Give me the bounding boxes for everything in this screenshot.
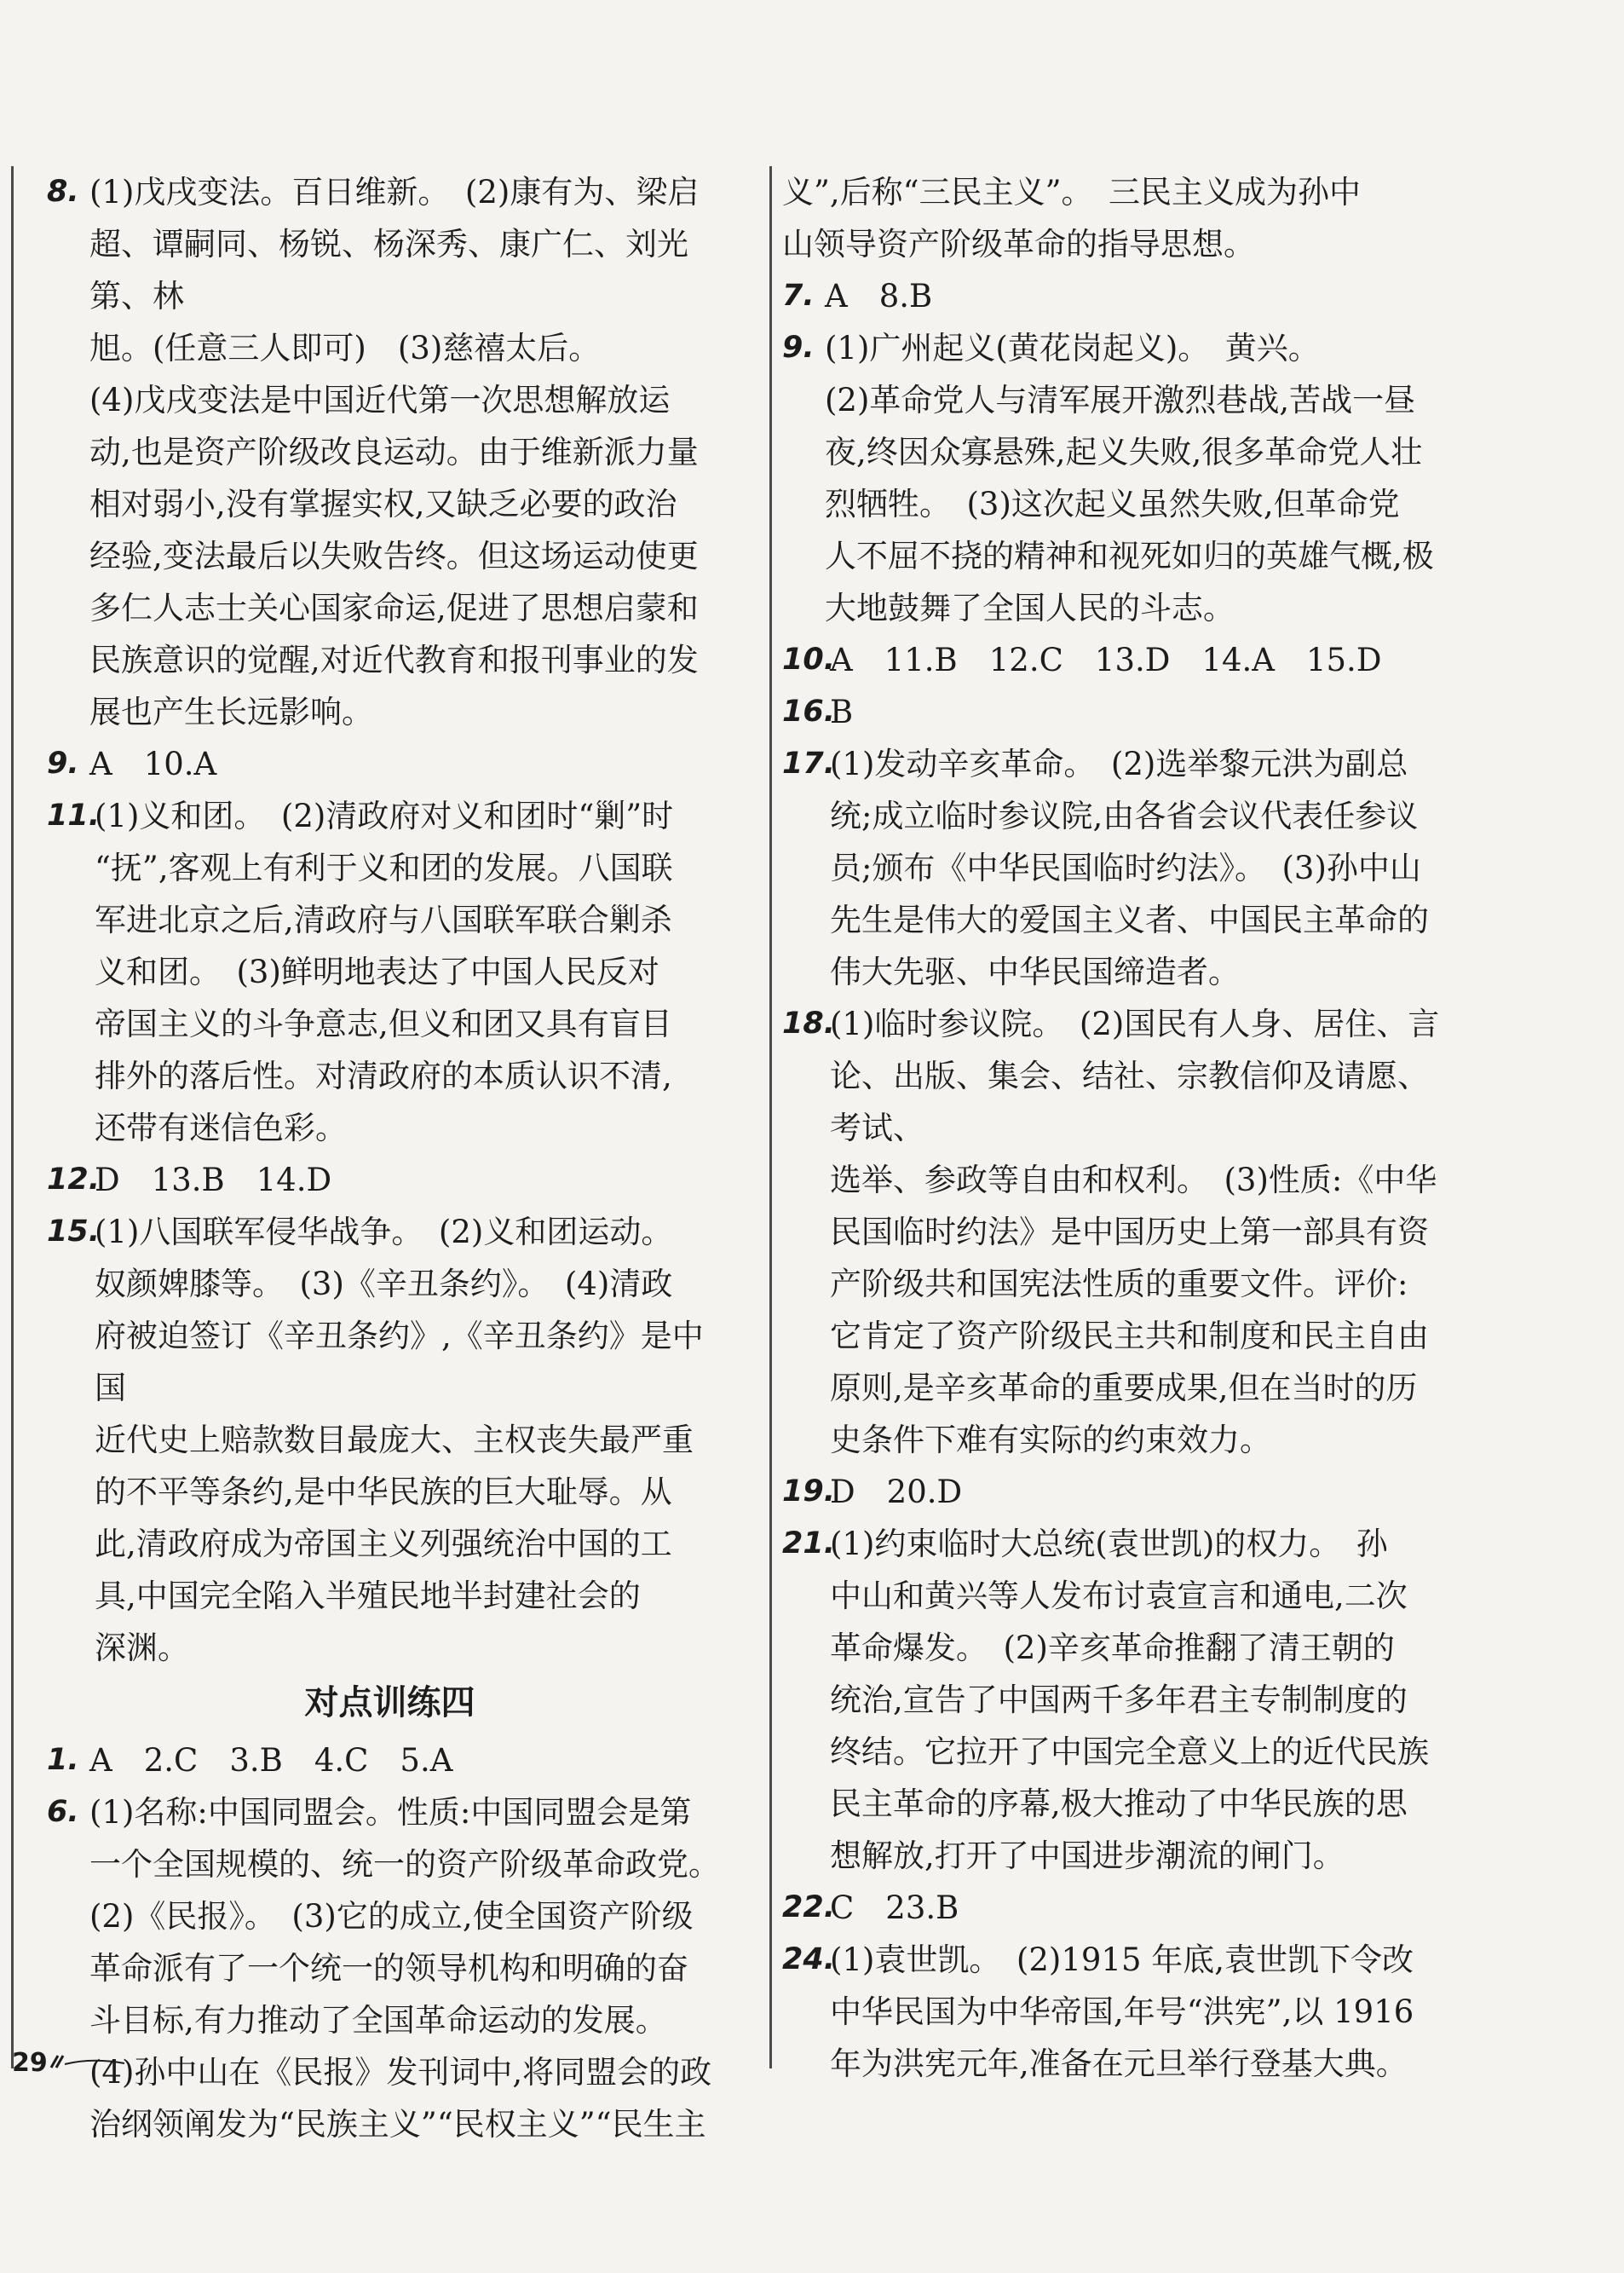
answer-line: 夜,终因众寡悬殊,起义失败,很多革命党人壮 — [825, 434, 1423, 470]
answer-line: 人不屈不挠的精神和视死如归的英雄气概,极 — [825, 538, 1434, 574]
answer-line: 斗目标,有力推动了全国革命运动的发展。 — [89, 2002, 667, 2039]
answer-line: 先生是伟大的爱国主义者、中国民主革命的 — [830, 902, 1429, 938]
answer-line: 员;颁布《中华民国临时约法》。 (3)孙中山 — [830, 850, 1421, 886]
answer-line: 革命派有了一个统一的领导机构和明确的奋 — [89, 1950, 688, 1987]
left-margin-rule — [11, 166, 14, 2068]
answer-group-1 — [47, 166, 733, 1674]
question-number: 17. — [782, 747, 836, 781]
question-number: 7. — [782, 279, 815, 313]
answer-line: 山领导资产阶级革命的指导思想。 — [782, 226, 1255, 262]
answer-line: 大地鼓舞了全国人民的斗志。 — [825, 590, 1235, 626]
answer-line: 烈牺牲。 (3)这次起义虽然失败,但革命党 — [825, 486, 1400, 522]
question-number: 16. — [782, 695, 836, 729]
answer-item — [782, 166, 1460, 270]
answer-line: 统治,宣告了中国两千多年君主专制制度的 — [830, 1682, 1408, 1718]
answer-line: 一个全国规模的、统一的资产阶级革命政党。 — [89, 1846, 720, 1883]
answer-item — [782, 1518, 1460, 1882]
answer-line: 中华民国为中华帝国,年号“洪宪”,以 1916 — [830, 1993, 1414, 2030]
answer-line: 民主革命的序幕,极大推动了中华民族的思 — [830, 1786, 1408, 1822]
answer-line: 产阶级共和国宪法性质的重要文件。评价: — [830, 1266, 1408, 1302]
answer-line: 民族意识的觉醒,对近代教育和报刊事业的发 — [89, 642, 699, 678]
answer-line: 经验,变法最后以失败告终。但这场运动使更 — [89, 538, 699, 574]
answer-line: (1)袁世凯。 (2)1915 年底,袁世凯下令改 — [830, 1941, 1414, 1978]
question-number: 9. — [47, 747, 79, 781]
answer-item — [782, 686, 1460, 738]
answer-line: 统;成立临时参议院,由各省会议代表任参议 — [830, 798, 1419, 834]
answer-group-2 — [47, 1734, 733, 2150]
answer-line: (4)戊戌变法是中国近代第一次思想解放运 — [89, 382, 671, 418]
question-number: 1. — [47, 1743, 79, 1777]
answer-line: 史条件下难有实际的约束效力。 — [830, 1422, 1271, 1458]
answer-line: A 2.C 3.B 4.C 5.A — [89, 1742, 453, 1779]
answer-line: 它肯定了资产阶级民主共和制度和民主自由 — [830, 1318, 1429, 1354]
question-number: 22. — [782, 1890, 836, 1924]
answer-line: 具,中国完全陷入半殖民地半封建社会的 — [95, 1578, 641, 1614]
answer-line: (4)孙中山在《民报》发刊词中,将同盟会的政 — [89, 2054, 712, 2091]
answer-line: (1)八国联军侵华战争。 (2)义和团运动。 — [95, 1214, 673, 1250]
answer-line: (1)临时参议院。 (2)国民有人身、居住、言 — [830, 1006, 1440, 1042]
answer-line: 的不平等条约,是中华民族的巨大耻辱。从 — [95, 1474, 672, 1510]
answer-line: (2)革命党人与清军展开激烈巷战,苦战一昼 — [825, 382, 1416, 418]
answer-item — [782, 322, 1460, 634]
answer-line: (1)名称:中国同盟会。性质:中国同盟会是第 — [89, 1794, 692, 1831]
answer-line: 超、谭嗣同、杨锐、杨深秀、康广仁、刘光第、林 — [89, 226, 688, 314]
right-column — [782, 166, 1460, 2090]
answer-line: 旭。(任意三人即可) (3)慈禧太后。 — [89, 330, 601, 366]
answer-item — [47, 1206, 733, 1674]
answer-line: 奴颜婢膝等。 (3)《辛丑条约》。 (4)清政 — [95, 1266, 673, 1302]
answer-line: 府被迫签订《辛丑条约》,《辛丑条约》是中国 — [95, 1318, 704, 1406]
answer-line: 此,清政府成为帝国主义列强统治中国的工 — [95, 1526, 672, 1562]
answer-item — [47, 1734, 733, 1786]
answer-item — [782, 634, 1460, 686]
answer-item — [782, 1882, 1460, 1934]
answer-line: 中山和黄兴等人发布讨袁宣言和通电,二次 — [830, 1578, 1408, 1614]
answer-line: (1)发动辛亥革命。 (2)选举黎元洪为副总 — [830, 746, 1408, 782]
question-number: 12. — [47, 1162, 101, 1197]
answer-line: 动,也是资产阶级改良运动。由于维新派力量 — [89, 434, 699, 470]
answer-line: D 20.D — [830, 1474, 963, 1510]
answer-item — [47, 1786, 733, 2150]
answer-line: 选举、参政等自由和权利。 (3)性质:《中华 — [830, 1162, 1437, 1198]
answer-line: 军进北京之后,清政府与八国联军联合剿杀 — [95, 902, 672, 938]
answer-line: C 23.B — [830, 1889, 959, 1926]
answer-line: A 10.A — [89, 746, 217, 782]
answer-line: 深渊。 — [95, 1630, 189, 1666]
answer-line: A 11.B 12.C 13.D 14.A 15.D — [830, 642, 1382, 678]
question-number: 24. — [782, 1942, 836, 1976]
question-number: 9. — [782, 331, 815, 365]
answer-line: 展也产生长远影响。 — [89, 694, 373, 730]
answer-item — [47, 1154, 733, 1206]
answer-item — [47, 790, 733, 1154]
answer-line: (2)《民报》。 (3)它的成立,使全国资产阶级 — [89, 1898, 694, 1935]
question-number: 6. — [47, 1795, 79, 1829]
answer-line: (1)义和团。 (2)清政府对义和团时“剿”时 — [95, 798, 674, 834]
page-ornament-icon — [49, 2052, 128, 2071]
answer-line: 年为洪宪元年,准备在元旦举行登基大典。 — [830, 2045, 1408, 2082]
question-number: 11. — [47, 799, 101, 833]
answer-item — [782, 738, 1460, 998]
answer-line: 多仁人志士关心国家命运,促进了思想启蒙和 — [89, 590, 699, 626]
answer-line: A 8.B — [825, 278, 933, 314]
page-number: 29 — [12, 2048, 48, 2078]
answer-line: 伟大先驱、中华民国缔造者。 — [830, 954, 1240, 990]
answer-line: 想解放,打开了中国进步潮流的闸门。 — [830, 1837, 1345, 1874]
answer-item — [47, 738, 733, 790]
answer-item — [782, 1466, 1460, 1518]
question-number: 15. — [47, 1214, 101, 1249]
answer-line: 终结。它拉开了中国完全意义上的近代民族 — [830, 1734, 1429, 1770]
question-number: 8. — [47, 175, 79, 209]
section-title: 对点训练四 — [304, 1683, 475, 1722]
answer-line: (1)约束临时大总统(袁世凯)的权力。 孙 — [830, 1526, 1388, 1562]
answer-line: 义和团。 (3)鲜明地表达了中国人民反对 — [95, 954, 659, 990]
question-number: 19. — [782, 1474, 836, 1509]
answer-group-3 — [782, 166, 1460, 2090]
question-number: 10. — [782, 643, 836, 677]
answer-line: 义”,后称“三民主义”。 三民主义成为孙中 — [782, 174, 1362, 211]
answer-line: “抚”,客观上有利于义和团的发展。八国联 — [95, 850, 673, 886]
answer-item — [47, 166, 733, 738]
answer-line: 帝国主义的斗争意志,但义和团又具有盲目 — [95, 1006, 672, 1042]
column-divider — [769, 166, 772, 2068]
answer-line: 革命爆发。 (2)辛亥革命推翻了清王朝的 — [830, 1630, 1395, 1666]
answer-line: 原则,是辛亥革命的重要成果,但在当时的历 — [830, 1370, 1418, 1406]
answer-line: 论、出版、集会、结社、宗教信仰及请愿、考试、 — [830, 1058, 1429, 1146]
answer-line: (1)广州起义(黄花岗起义)。 黄兴。 — [825, 330, 1320, 366]
answer-item — [782, 1934, 1460, 2090]
answer-line: 治纲领阐发为“民族主义”“民权主义”“民生主 — [89, 2106, 706, 2143]
left-column — [47, 166, 733, 2150]
answer-line: 近代史上赔款数目最庞大、主权丧失最严重 — [95, 1422, 694, 1458]
answer-line: 排外的落后性。对清政府的本质认识不清, — [95, 1058, 672, 1094]
answer-line: (1)戊戌变法。百日维新。 (2)康有为、梁启 — [89, 174, 700, 211]
question-number: 18. — [782, 1007, 836, 1041]
answer-line: B — [830, 694, 854, 730]
answer-line: 民国临时约法》是中国历史上第一部具有资 — [830, 1214, 1429, 1250]
answer-line: 还带有迷信色彩。 — [95, 1110, 347, 1146]
answer-item — [782, 270, 1460, 322]
answer-item — [782, 998, 1460, 1466]
answer-line: D 13.B 14.D — [95, 1162, 332, 1198]
question-number: 21. — [782, 1526, 836, 1561]
answer-line: 相对弱小,没有掌握实权,又缺乏必要的政治 — [89, 486, 677, 522]
